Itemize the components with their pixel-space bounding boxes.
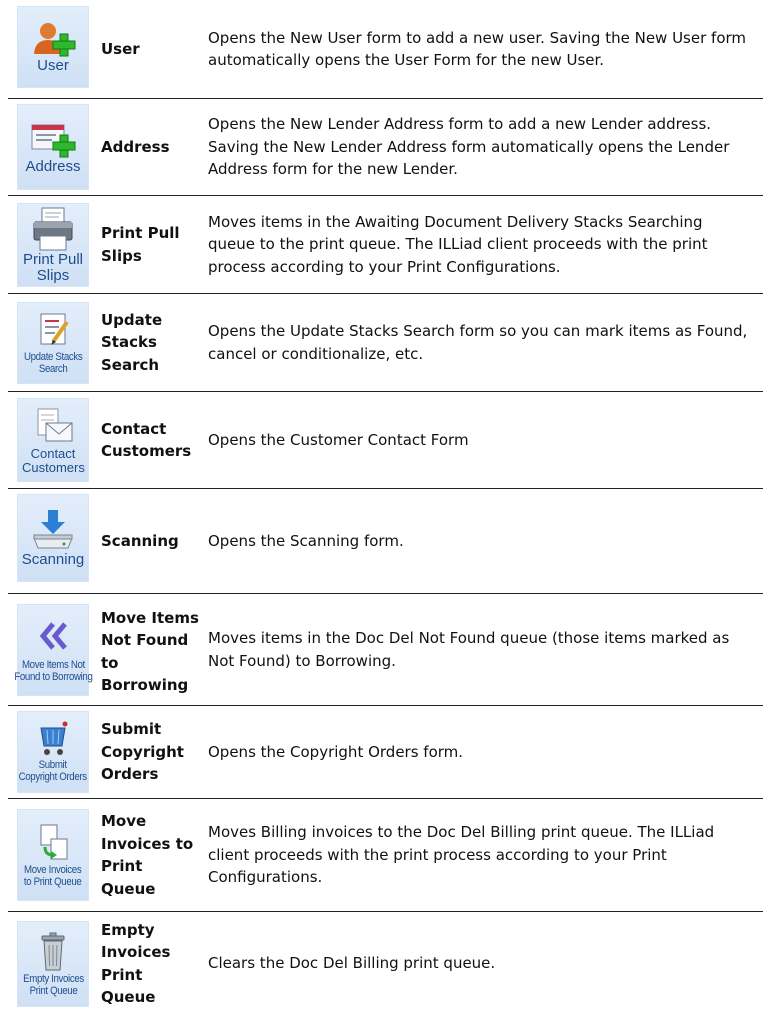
icon-cell bbox=[8, 921, 94, 1007]
icon-cell bbox=[8, 809, 94, 901]
update-stacks-search-button[interactable] bbox=[17, 302, 89, 384]
icon-cell bbox=[8, 711, 94, 793]
submit-copyright-orders-button[interactable] bbox=[17, 711, 89, 793]
row-description: Opens the New Lender Address form to add a new Lender address. Saving the New Lender Address form automatically opens the Lender Address form for the new Lender. bbox=[208, 115, 730, 179]
table-row bbox=[8, 594, 763, 706]
row-description: Opens the Customer Contact Form bbox=[208, 430, 469, 449]
table-row bbox=[8, 392, 763, 489]
row-description: Clears the Doc Del Billing print queue. bbox=[208, 954, 496, 973]
table-row bbox=[8, 706, 763, 799]
empty-invoices-button[interactable] bbox=[17, 921, 89, 1007]
icon-cell bbox=[8, 398, 94, 482]
row-name: Submit Copyright Orders bbox=[101, 720, 184, 784]
scanning-button[interactable] bbox=[17, 494, 89, 582]
row-name: Update Stacks Search bbox=[101, 310, 163, 374]
icon-cell bbox=[8, 604, 94, 696]
row-description: Opens the Update Stacks Search form so you can mark items as Found, cancel or conditionalize, etc. bbox=[208, 322, 748, 363]
envelope-icon bbox=[30, 405, 76, 447]
row-description: Moves items in the Awaiting Document Delivery Stacks Searching queue to the print queue. The ILLiad client proceeds with the print process according to your Print Configurations. bbox=[208, 212, 708, 276]
double-back-arrow-icon bbox=[33, 616, 73, 656]
icon-label: Scanning bbox=[21, 551, 85, 569]
row-name: Address bbox=[101, 137, 170, 156]
address-button[interactable] bbox=[17, 104, 89, 190]
row-description: Opens the Scanning form. bbox=[208, 531, 404, 550]
ribbon-button-reference-table bbox=[8, 0, 763, 1015]
row-name: User bbox=[101, 39, 140, 58]
address-add-icon bbox=[26, 119, 80, 159]
icon-label: Update Stacks Search bbox=[23, 350, 83, 375]
icon-label: Move Invoices to Print Queue bbox=[24, 864, 82, 888]
icon-cell bbox=[8, 104, 94, 190]
printer-icon bbox=[28, 206, 78, 252]
row-name: Print Pull Slips bbox=[101, 224, 180, 265]
table-row bbox=[8, 294, 763, 392]
shopping-cart-icon bbox=[33, 720, 73, 760]
row-name: Empty Invoices Print Queue bbox=[101, 920, 171, 1006]
move-documents-icon bbox=[31, 821, 75, 865]
icon-label: Move Items Not Found to Borrowing bbox=[13, 658, 93, 683]
row-description: Moves Billing invoices to the Doc Del Billing print queue. The ILLiad client proceeds with the print process according to your Print Configurations. bbox=[208, 823, 715, 887]
print-pull-slips-button[interactable] bbox=[17, 203, 89, 287]
table-row bbox=[8, 912, 763, 1015]
icon-label: Address bbox=[25, 158, 81, 176]
icon-cell bbox=[8, 302, 94, 384]
contact-customers-button[interactable] bbox=[17, 398, 89, 482]
table-row bbox=[8, 196, 763, 294]
row-name: Contact Customers bbox=[101, 419, 192, 460]
user-button[interactable] bbox=[17, 6, 89, 88]
edit-form-icon bbox=[31, 310, 75, 352]
icon-label: Print Pull Slips bbox=[22, 250, 84, 284]
row-description: Moves items in the Doc Del Not Found queue (those items marked as Not Found) to Borrowing. bbox=[208, 629, 730, 670]
scanner-icon bbox=[28, 508, 78, 552]
icon-label: Empty Invoices Print Queue bbox=[22, 972, 84, 997]
row-name: Move Items Not Found to Borrowing bbox=[101, 608, 199, 694]
table-row bbox=[8, 99, 763, 196]
icon-label: Submit Copyright Orders bbox=[18, 759, 88, 783]
trash-can-icon bbox=[33, 930, 73, 974]
icon-label: User bbox=[37, 57, 69, 75]
move-items-not-found-button[interactable] bbox=[13, 604, 93, 696]
icon-cell bbox=[8, 203, 94, 287]
user-add-icon bbox=[26, 20, 80, 58]
table-row bbox=[8, 799, 763, 912]
table-row bbox=[8, 0, 763, 99]
table-row bbox=[8, 489, 763, 594]
icon-label: Contact Customers bbox=[22, 446, 85, 475]
icon-cell bbox=[8, 10, 94, 88]
move-invoices-button[interactable] bbox=[17, 809, 89, 901]
row-name: Move Invoices to Print Queue bbox=[101, 812, 194, 898]
row-description: Opens the Copyright Orders form. bbox=[208, 742, 464, 761]
row-description: Opens the New User form to add a new user. Saving the New User form automatically opens the User Form for the new User. bbox=[208, 28, 747, 69]
icon-cell bbox=[8, 500, 94, 582]
row-name: Scanning bbox=[101, 531, 179, 550]
